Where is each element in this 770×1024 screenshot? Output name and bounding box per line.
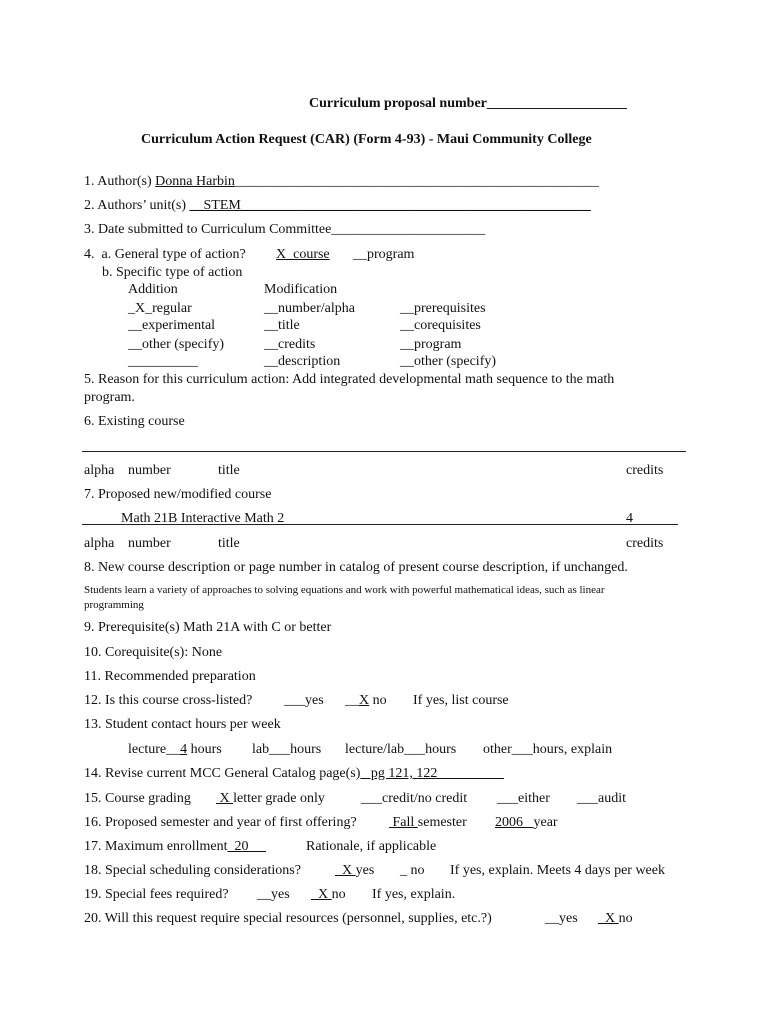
q16-semester-field[interactable]: Fall semester [389,815,467,830]
q15-credit-no-credit-option[interactable]: ___credit/no credit [361,791,468,806]
add-other-blank[interactable]: __________ [128,354,198,369]
add-other-option[interactable]: __other (specify) [128,337,225,352]
q18-explain: If yes, explain. Meets 4 days per week [450,863,665,878]
q6-existing-course-label: 6. Existing course [84,414,185,429]
q2-unit-value[interactable]: __STEM__________________________________________________ [189,198,591,213]
q5-reason-line2: program. [84,390,135,405]
q13-contact-hours-label: 13. Student contact hours per week [84,717,281,732]
q20-resources-label: 20. Will this request require special resources (personnel, supplies, etc.?) [84,911,492,926]
q18-scheduling-label: 18. Special scheduling considerations? [84,863,301,878]
q15-grading-label: 15. Course grading [84,791,191,806]
q7-col-credits: credits [626,536,664,551]
q14-catalog-pages: 14. Revise current MCC General Catalog page(s) pg 121, 122 [84,766,504,781]
q16-first-offering-label: 16. Proposed semester and year of first offering? [84,815,357,830]
q6-existing-course-line[interactable] [82,451,686,452]
mod-prerequisites-option[interactable]: __prerequisites [400,301,486,316]
q8-description-line1: Students learn a variety of approaches to solving equations and work with powerful mathematical ideas, such as linear [84,584,605,596]
proposal-number: Curriculum proposal number____________________ [309,96,627,111]
q19-fees-label: 19. Special fees required? [84,887,229,902]
q15-letter-grade-option[interactable]: X letter grade only [216,791,325,806]
q19-yes-option[interactable]: __yes [257,887,290,902]
q18-no-option[interactable]: _ no [400,863,425,878]
mod-program-option[interactable]: __program [400,337,462,352]
q5-reason-line1: 5. Reason for this curriculum action: Add integrated developmental math sequence to the math [84,372,615,387]
q7-proposed-course-label: 7. Proposed new/modified course [84,487,272,502]
q4b-label: b. Specific type of action [102,265,243,280]
q13-lab-hours[interactable]: lab___hours [252,742,322,757]
q19-no-option[interactable]: X no [311,887,346,902]
q19-explain: If yes, explain. [372,887,456,902]
q12-no-option[interactable]: __X no [345,693,387,708]
q17-max-enrollment: 17. Maximum enrollment 20 [84,839,266,854]
q1-authors: 1. Author(s) Donna Harbin____________________________________________________ [84,174,599,189]
add-regular-option[interactable]: _X_regular [128,301,192,316]
q7-credits-value: 4 [626,511,633,526]
mod-number-option[interactable]: __number/alpha [264,301,355,316]
q18-yes-option[interactable]: X yes [335,863,375,878]
q4a-course-option[interactable]: X_course [276,247,330,262]
mod-description-option[interactable]: __description [264,354,341,369]
q7-col-title: title [218,536,240,551]
q4a-program-option[interactable]: __program [353,247,415,262]
modification-header: Modification [264,282,338,297]
q15-either-option[interactable]: ___either [497,791,550,806]
q20-no-option[interactable]: X no [598,911,633,926]
q12-list-course: If yes, list course [413,693,509,708]
q14-catalog-pages-value[interactable]: pg 121, 122 [360,766,504,781]
q11-recommended-preparation: 11. Recommended preparation [84,669,256,684]
q13-lecture-lab-hours[interactable]: lecture/lab___hours [345,742,457,757]
add-experimental-option[interactable]: __experimental [128,318,216,333]
q4a-label: 4. a. General type of action? [84,247,246,262]
q6-col-number: number [128,463,171,478]
mod-credits-option[interactable]: __credits [264,337,316,352]
q3-date-submitted[interactable]: 3. Date submitted to Curriculum Committee______________________ [84,222,486,237]
q12-yes-option[interactable]: ___yes [284,693,324,708]
q17-rationale: Rationale, if applicable [306,839,437,854]
q8-description-label: 8. New course description or page number in catalog of present course description, if unchanged. [84,560,628,575]
q10-corequisites: 10. Corequisite(s): None [84,645,223,660]
q6-col-alpha: alpha [84,463,115,478]
q6-col-credits: credits [626,463,664,478]
mod-other-option[interactable]: __other (specify) [400,354,497,369]
form-title: Curriculum Action Request (CAR) (Form 4-93) - Maui Community College [141,132,592,147]
q1-author-value[interactable]: Donna Harbin [155,174,235,189]
q6-col-title: title [218,463,240,478]
q7-course-value: Math 21B Interactive Math 2 [121,511,285,526]
q9-prerequisites: 9. Prerequisite(s) Math 21A with C or better [84,620,332,635]
q7-col-number: number [128,536,171,551]
mod-corequisites-option[interactable]: __corequisites [400,318,481,333]
q13-other-hours[interactable]: other___hours, explain [483,742,613,757]
q20-yes-option[interactable]: __yes [545,911,578,926]
q16-year-field[interactable]: 2006 year [495,815,558,830]
q15-audit-option[interactable]: ___audit [577,791,626,806]
addition-header: Addition [128,282,178,297]
q2-authors-unit: 2. Authors’ unit(s) __STEM__________________________________________________ [84,198,591,213]
q7-col-alpha: alpha [84,536,115,551]
q13-lecture-hours[interactable]: lecture__4 hours [128,742,222,757]
q17-enrollment-value[interactable]: 20 [227,839,266,854]
q12-cross-listed-label: 12. Is this course cross-listed? [84,693,253,708]
q8-description-line2: programming [84,599,144,611]
mod-title-option[interactable]: __title [264,318,300,333]
